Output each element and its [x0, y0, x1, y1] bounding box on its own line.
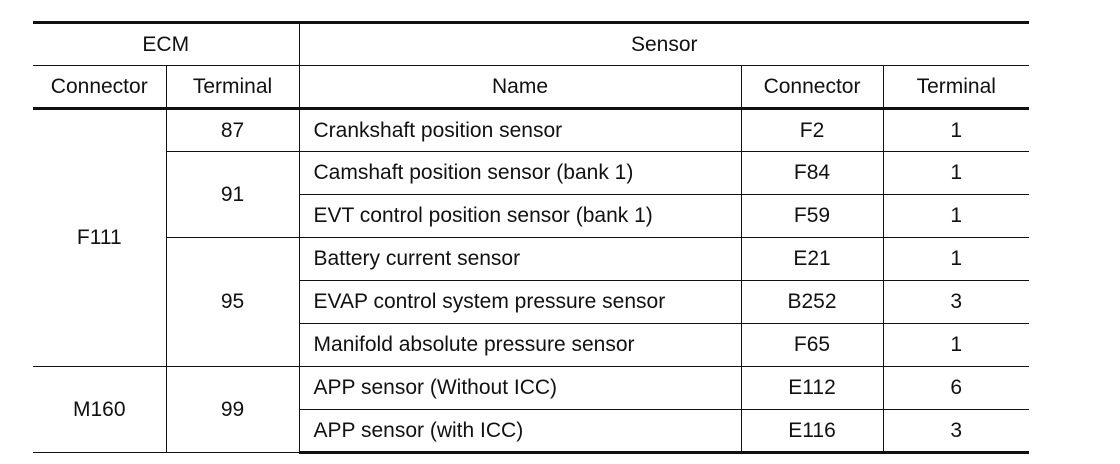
sensor-name-cell: APP sensor (with ICC) — [299, 410, 741, 453]
ecm-connector-cell: F111 — [33, 109, 166, 367]
ecm-terminal-cell: 95 — [166, 238, 299, 367]
column-header-sensor-terminal: Terminal — [883, 66, 1029, 109]
sensor-terminal-cell: 3 — [883, 281, 1029, 324]
column-header-ecm-connector: Connector — [33, 66, 166, 109]
sensor-terminal-cell: 1 — [883, 324, 1029, 367]
sensor-group-header: Sensor — [299, 23, 1029, 66]
sensor-name-cell: Manifold absolute pressure sensor — [299, 324, 741, 367]
column-header-sensor-name: Name — [299, 66, 741, 109]
ecm-terminal-cell: 91 — [166, 152, 299, 238]
ecm-sensor-table — [33, 21, 1029, 454]
table-row — [33, 238, 1029, 281]
ecm-terminal-cell: 87 — [166, 109, 299, 152]
sensor-name-cell: Crankshaft position sensor — [299, 109, 741, 152]
sensor-terminal-cell: 3 — [883, 410, 1029, 453]
table-row — [33, 109, 1029, 152]
ecm-terminal-cell: 99 — [166, 367, 299, 453]
table-row — [33, 152, 1029, 195]
sensor-connector-cell: B252 — [741, 281, 883, 324]
sensor-terminal-cell: 1 — [883, 152, 1029, 195]
ecm-connector-cell: M160 — [33, 367, 166, 453]
sensor-terminal-cell: 1 — [883, 238, 1029, 281]
table-row — [33, 367, 1029, 410]
sensor-name-cell: EVAP control system pressure sensor — [299, 281, 741, 324]
header-row-columns — [33, 66, 1029, 109]
sensor-connector-cell: F84 — [741, 152, 883, 195]
sensor-connector-cell: E21 — [741, 238, 883, 281]
sensor-terminal-cell: 1 — [883, 195, 1029, 238]
sensor-name-cell: Battery current sensor — [299, 238, 741, 281]
sensor-connector-cell: F2 — [741, 109, 883, 152]
sensor-connector-cell: F65 — [741, 324, 883, 367]
sensor-terminal-cell: 6 — [883, 367, 1029, 410]
sensor-name-cell: EVT control position sensor (bank 1) — [299, 195, 741, 238]
sensor-connector-cell: E116 — [741, 410, 883, 453]
sensor-terminal-cell: 1 — [883, 109, 1029, 152]
sensor-name-cell: Camshaft position sensor (bank 1) — [299, 152, 741, 195]
sensor-connector-cell: F59 — [741, 195, 883, 238]
sensor-name-cell: APP sensor (Without ICC) — [299, 367, 741, 410]
ecm-group-header: ECM — [33, 23, 299, 66]
column-header-ecm-terminal: Terminal — [166, 66, 299, 109]
sensor-connector-cell: E112 — [741, 367, 883, 410]
header-row-groups — [33, 23, 1029, 66]
column-header-sensor-connector: Connector — [741, 66, 883, 109]
